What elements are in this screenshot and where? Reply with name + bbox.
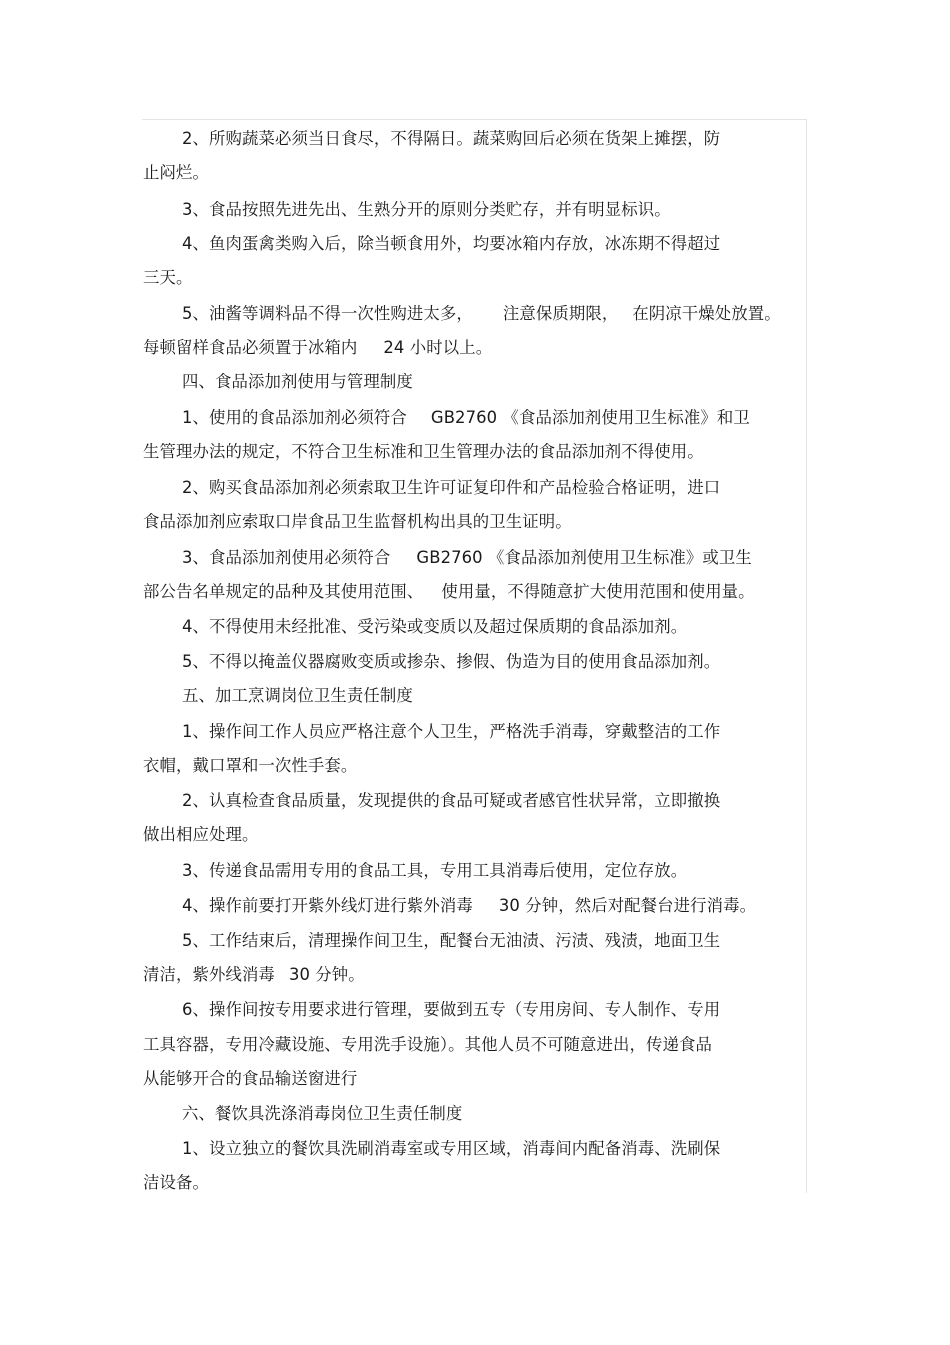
paragraph-line: 5、不得以掩盖仪器腐败变质或掺杂、掺假、伪造为目的使用食品添加剂。	[182, 652, 721, 671]
paragraph-line: 5、工作结束后，清理操作间卫生，配餐台无油渍、污渍、残渍，地面卫生	[182, 931, 721, 950]
paragraph-line: 1、设立独立的餐饮具洗刷消毒室或专用区域，消毒间内配备消毒、洗刷保	[182, 1139, 721, 1158]
paragraph-line: 生管理办法的规定，不符合卫生标准和卫生管理办法的食品添加剂不得使用。	[143, 442, 704, 461]
page-frame-right-border	[806, 119, 807, 1193]
paragraph-line: 2、购买食品添加剂必须索取卫生许可证复印件和产品检验合格证明，进口	[182, 478, 721, 497]
paragraph-line: 1、使用的食品添加剂必须符合 GB2760 《食品添加剂使用卫生标准》和卫	[182, 408, 750, 427]
paragraph-line: 每顿留样食品必须置于冰箱内 24 小时以上。	[143, 338, 493, 357]
paragraph-line: 部公告名单规定的品种及其使用范围、 使用量，不得随意扩大使用范围和使用量。	[143, 582, 755, 601]
paragraph-line: 4、鱼肉蛋禽类购入后，除当顿食用外，均要冰箱内存放，冰冻期不得超过	[182, 234, 721, 253]
section-heading: 六、餐饮具洗涤消毒岗位卫生责任制度	[182, 1104, 463, 1123]
paragraph-line: 6、操作间按专用要求进行管理，要做到五专（专用房间、专人制作、专用	[182, 1000, 721, 1019]
paragraph-line: 洁设备。	[143, 1173, 209, 1192]
paragraph-line: 清洁，紫外线消毒 30 分钟。	[143, 965, 365, 984]
paragraph-line: 3、食品按照先进先出、生熟分开的原则分类贮存，并有明显标识。	[182, 200, 671, 219]
paragraph-line: 2、认真检查食品质量，发现提供的食品可疑或者感官性状异常，立即撤换	[182, 791, 721, 810]
paragraph-line: 5、油酱等调料品不得一次性购进太多， 注意保质期限， 在阴凉干燥处放置。	[182, 304, 781, 323]
paragraph-line: 3、传递食品需用专用的食品工具，专用工具消毒后使用，定位存放。	[182, 861, 688, 880]
paragraph-line: 衣帽，戴口罩和一次性手套。	[143, 756, 358, 775]
paragraph-line: 从能够开合的食品输送窗进行	[143, 1069, 358, 1088]
paragraph-line: 4、不得使用未经批准、受污染或变质以及超过保质期的食品添加剂。	[182, 617, 688, 636]
page-frame-top-border	[142, 119, 806, 120]
section-heading: 四、食品添加剂使用与管理制度	[182, 372, 413, 391]
section-heading: 五、加工烹调岗位卫生责任制度	[182, 686, 413, 705]
paragraph-line: 止闷烂。	[143, 163, 209, 182]
paragraph-line: 3、食品添加剂使用必须符合 GB2760 《食品添加剂使用卫生标准》或卫生	[182, 548, 752, 567]
paragraph-line: 食品添加剂应索取口岸食品卫生监督机构出具的卫生证明。	[143, 512, 572, 531]
paragraph-line: 2、所购蔬菜必须当日食尽，不得隔日。蔬菜购回后必须在货架上摊摆，防	[182, 129, 721, 148]
paragraph-line: 1、操作间工作人员应严格注意个人卫生，严格洗手消毒，穿戴整洁的工作	[182, 722, 721, 741]
paragraph-line: 做出相应处理。	[143, 825, 259, 844]
paragraph-line: 4、操作前要打开紫外线灯进行紫外消毒 30 分钟，然后对配餐台进行消毒。	[182, 896, 757, 915]
paragraph-line: 三天。	[143, 268, 193, 287]
paragraph-line: 工具容器，专用冷藏设施、专用洗手设施）。其他人员不可随意进出，传递食品	[143, 1035, 712, 1054]
